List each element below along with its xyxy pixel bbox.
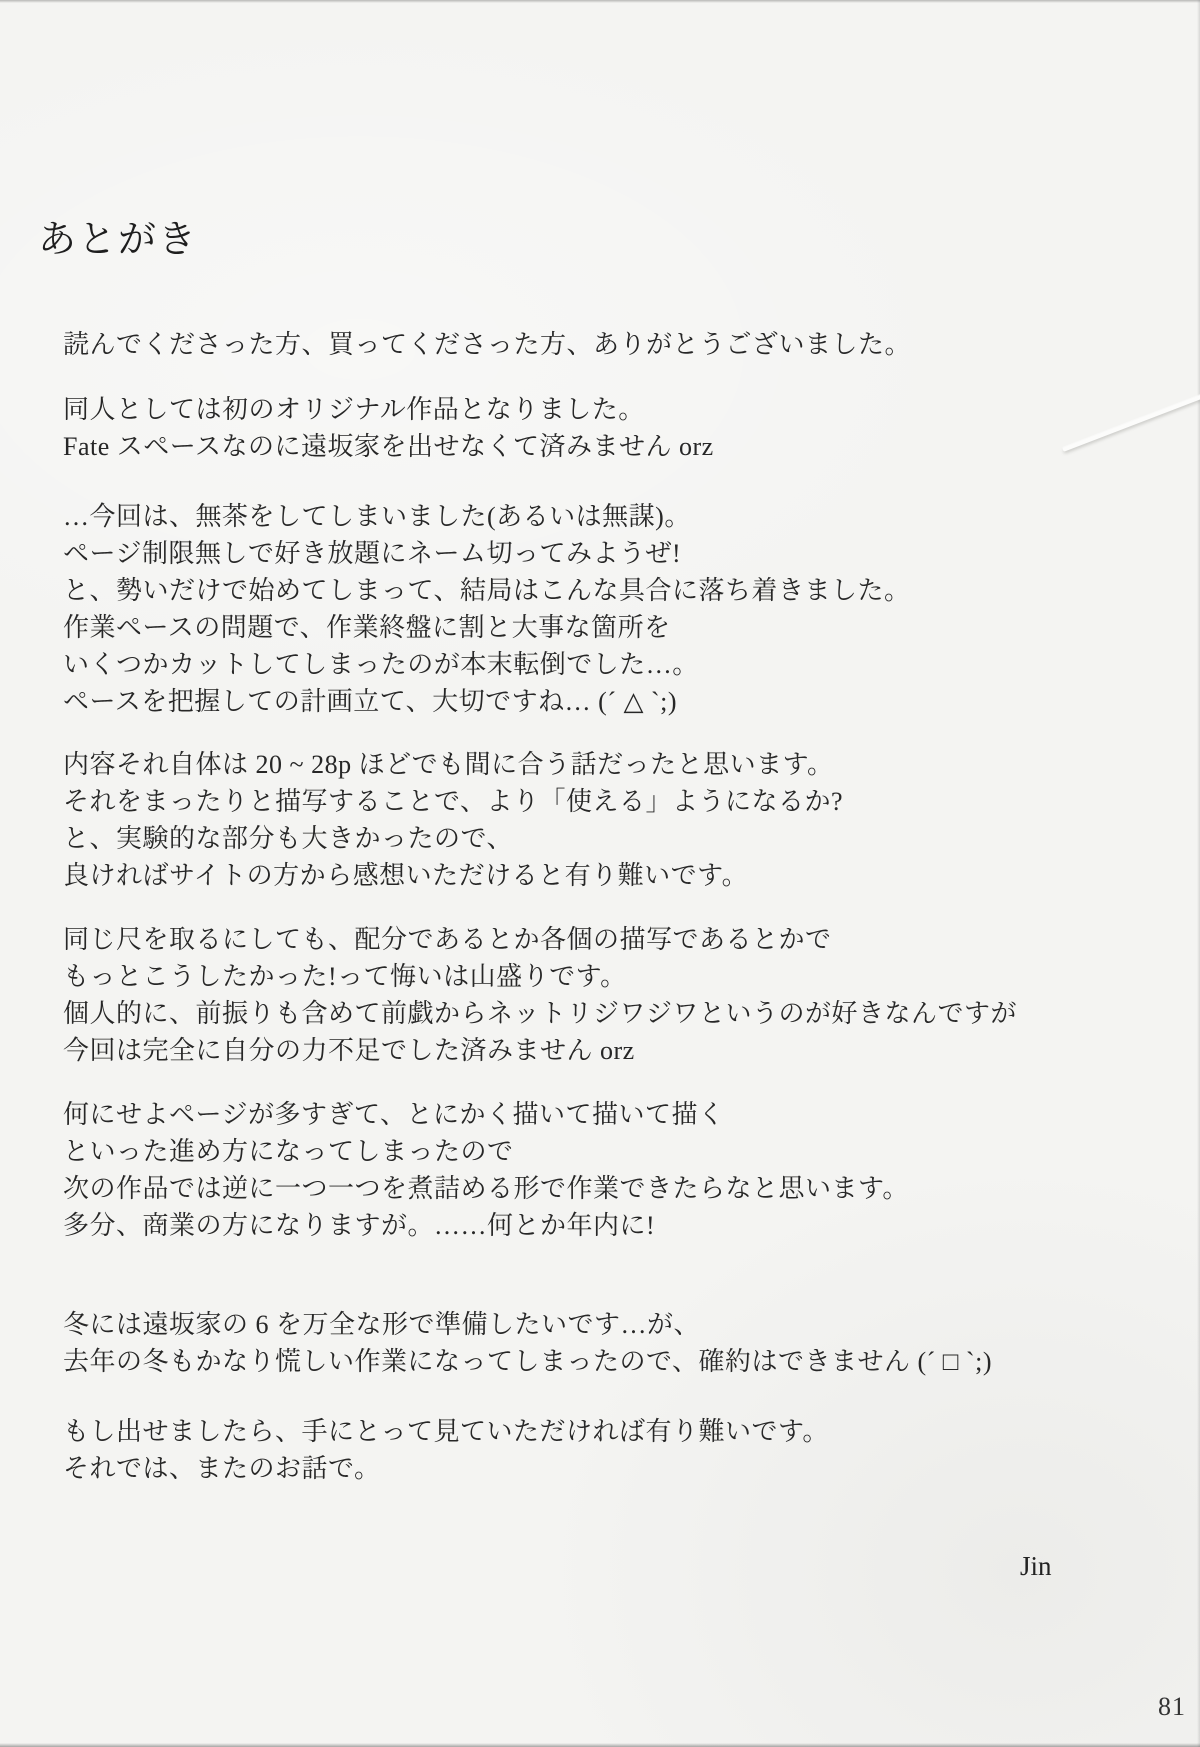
paragraph-winter-plans	[63, 1306, 1180, 1380]
text-line: ペースを把握しての計画立て、大切ですね… (´ △ `;)	[63, 687, 678, 716]
text-line: 冬には遠坂家の 6 を万全な形で準備したいです…が、	[63, 1310, 701, 1339]
text-line: Fate スペースなのに遠坂家を出せなくて済みません orz	[63, 432, 714, 461]
text-line: それをまったりと描写することで、より「使える」ようになるか?	[63, 787, 844, 816]
paragraph-regrets	[63, 921, 1180, 1069]
text-line: 同人としては初のオリジナル作品となりました。	[63, 395, 645, 424]
text-line: 内容それ自体は 20 ~ 28p ほどでも間に合う話だったと思います。	[63, 750, 834, 779]
paragraph-recklessness	[63, 498, 1180, 720]
text-line: もっとこうしたかった!って悔いは山盛りです。	[63, 962, 627, 991]
text-line: 作業ペースの問題で、作業終盤に割と大事な箇所を	[63, 613, 671, 642]
text-line: いくつかカットしてしまったのが本末転倒でした…。	[63, 650, 699, 679]
author-signature: Jin	[1020, 1551, 1052, 1581]
text-line: もし出せましたら、手にとって見ていただければ有り難いです。	[63, 1417, 829, 1446]
text-line: 去年の冬もかなり慌しい作業になってしまったので、確約はできません (´ □ `;)	[63, 1347, 993, 1376]
text-line: 今回は完全に自分の力不足でした済みません orz	[63, 1036, 635, 1065]
paragraph-next-work	[63, 1096, 1180, 1244]
text-line: と、実験的な部分も大きかったので、	[63, 824, 513, 853]
text-line: 多分、商業の方になりますが。……何とか年内に!	[63, 1211, 656, 1240]
scan-edge-bottom	[0, 1743, 1200, 1747]
paragraph-thanks	[63, 326, 1180, 363]
page-title: あとがき	[38, 219, 199, 261]
text-line: といった進め方になってしまったので	[63, 1137, 514, 1166]
paragraph-content-length	[63, 746, 1180, 894]
paragraph-first-original	[63, 391, 1180, 465]
text-line: 次の作品では逆に一つ一つを煮詰める形で作業できたらなと思います。	[63, 1174, 909, 1203]
text-line: …今回は、無茶をしてしまいました(あるいは無謀)。	[63, 502, 691, 531]
page-number: 81	[1158, 1692, 1186, 1721]
text-line: と、勢いだけで始めてしまって、結局はこんな具合に落ち着きました。	[63, 576, 911, 605]
text-line: 個人的に、前振りも含めて前戯からネットリジワジワというのが好きなんですが	[63, 999, 1018, 1028]
text-line: 読んでくださった方、買ってくださった方、ありがとうございました。	[63, 330, 912, 359]
text-line: 何にせよページが多すぎて、とにかく描いて描いて描く	[63, 1100, 725, 1129]
text-line: それでは、またのお話で。	[63, 1454, 381, 1483]
text-line: 良ければサイトの方から感想いただけると有り難いです。	[63, 861, 749, 890]
text-line: 同じ尺を取るにしても、配分であるとか各個の描写であるとかで	[63, 925, 832, 954]
text-line: ページ制限無しで好き放題にネーム切ってみようぜ!	[63, 539, 682, 568]
scan-edge-top	[0, 0, 1200, 3]
paragraph-closing	[63, 1413, 1180, 1487]
